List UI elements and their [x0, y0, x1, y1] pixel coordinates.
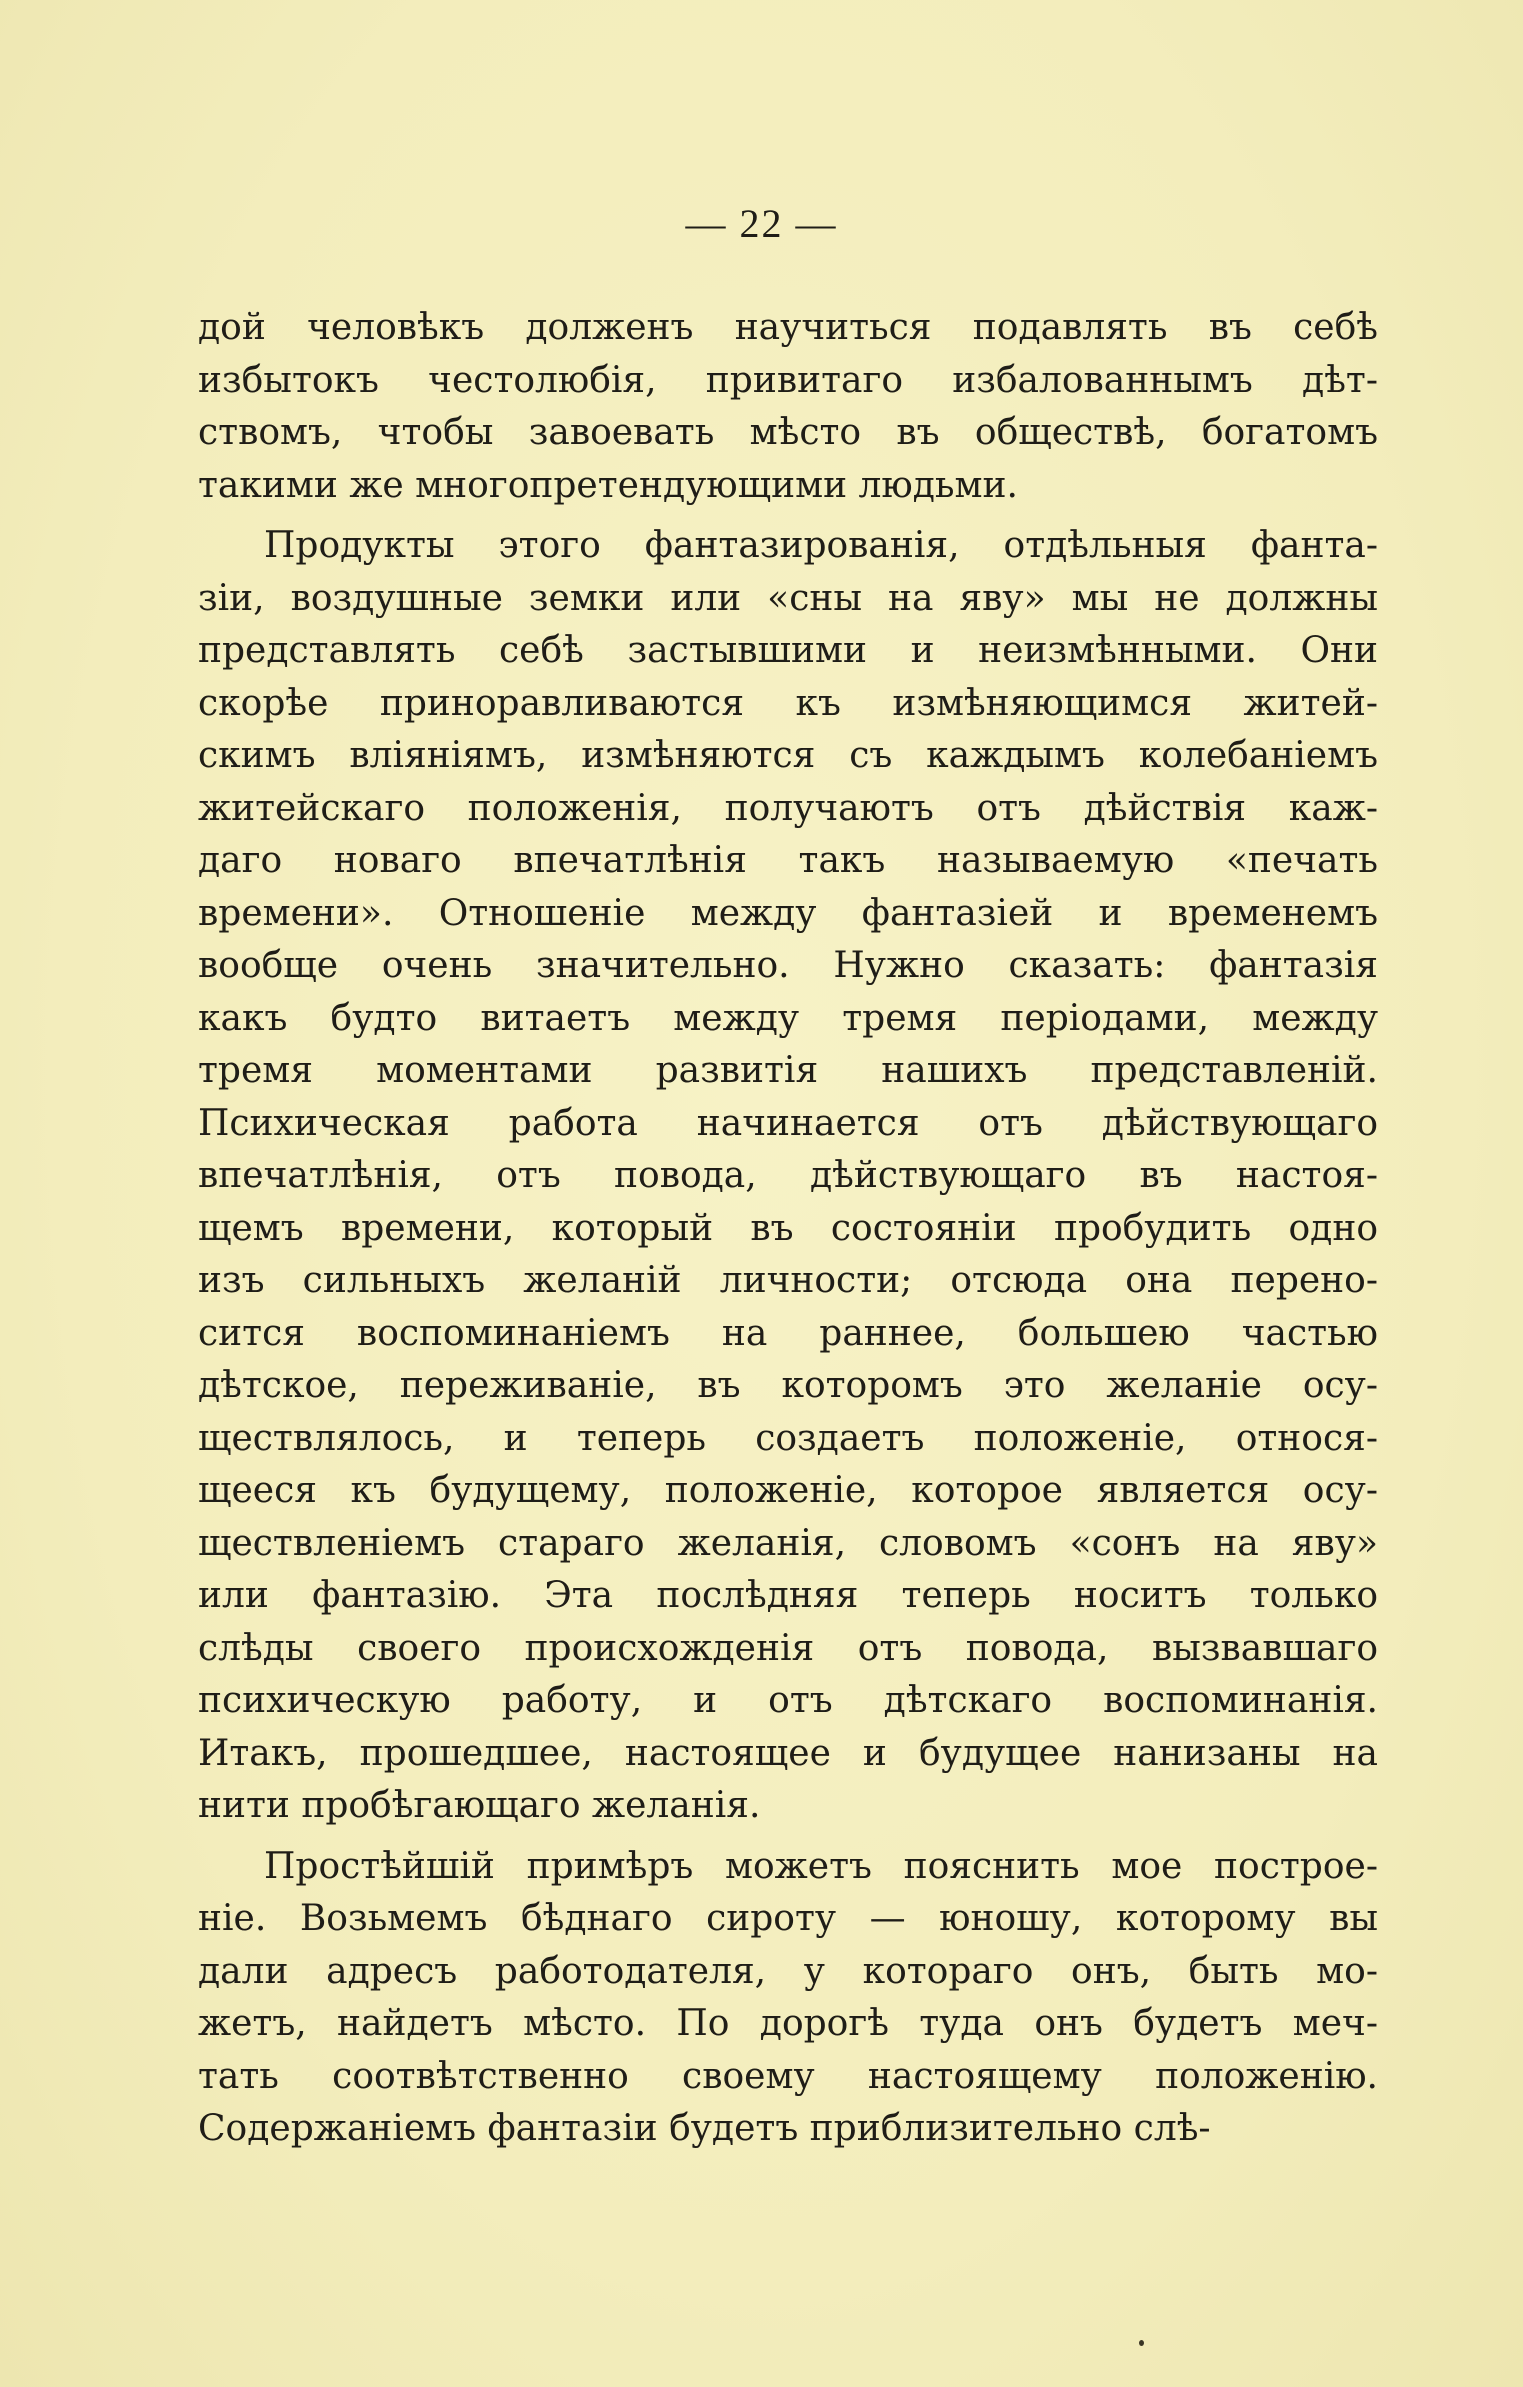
text-line: щемъ времени, который въ состояніи пробудить одно [198, 1207, 1378, 1249]
text-line: психическую работу, и отъ дѣтскаго воспоминанія. [198, 1680, 1378, 1721]
text-line: впечатлѣнія, отъ повода, дѣйствующаго въ настоя- [198, 1155, 1378, 1196]
text-line: Итакъ, прошедшее, настоящее и будущее нанизаны на [198, 1732, 1378, 1774]
text-line: изъ сильныхъ желаній личности; отсюда она перено- [198, 1260, 1378, 1301]
text-line: жетъ, найдетъ мѣсто. По дорогѣ туда онъ будетъ меч- [198, 2003, 1378, 2044]
body-text [198, 302, 1378, 2156]
text-line: ществленіемъ стараго желанія, словомъ «сонъ на яву» [198, 1522, 1378, 1564]
text-line: тремя моментами развитія нашихъ представленій. [198, 1050, 1378, 1091]
text-line: дѣтское, переживаніе, въ которомъ это желаніе осу- [198, 1365, 1378, 1406]
text-line: Психическая работа начинается отъ дѣйствующаго [198, 1102, 1378, 1144]
text-line: зіи, воздушные земки или «сны на яву» мы не должны [198, 577, 1378, 619]
paper-speck [1139, 2340, 1144, 2346]
text-line: или фантазію. Эта послѣдняя теперь носитъ только [198, 1575, 1378, 1616]
text-line: даго новаго впечатлѣнія такъ называемую «печать [198, 840, 1378, 881]
text-line: Содержаніемъ фантазіи будетъ приблизительно слѣ- [198, 2108, 1211, 2149]
text-line: сится воспоминаніемъ на раннее, большею частью [198, 1312, 1378, 1354]
text-line: представлять себѣ застывшими и неизмѣнными. Они [198, 630, 1378, 671]
text-line: дали адресъ работодателя, у котораго онъ, быть мо- [198, 1950, 1378, 1992]
text-line: скимъ вліяніямъ, измѣняются съ каждымъ колебаніемъ [198, 735, 1378, 776]
text-line: скорѣе приноравливаются къ измѣняющимся житей- [198, 682, 1378, 724]
text-line: тать соотвѣтственно своему настоящему положенію. [198, 2055, 1378, 2097]
text-line: какъ будто витаетъ между тремя періодами, между [198, 997, 1378, 1039]
text-line: времени». Отношеніе между фантазіей и временемъ [198, 892, 1378, 934]
text-line: ствомъ, чтобы завоевать мѣсто въ обществѣ, богатомъ [198, 412, 1378, 453]
text-line: дой человѣкъ долженъ научиться подавлять въ себѣ [198, 307, 1378, 348]
text-line: житейскаго положенія, получаютъ отъ дѣйствія каж- [198, 787, 1378, 829]
text-line: ществлялось, и теперь создаетъ положеніе, относя- [198, 1417, 1378, 1459]
paragraph [198, 520, 1378, 1833]
text-line: Простѣйшій примѣръ можетъ пояснить мое построе- [264, 1845, 1378, 1887]
page-number: — 22 — [685, 201, 838, 246]
text-line: щееся къ будущему, положеніе, которое является осу- [198, 1470, 1378, 1511]
text-line: такими же многопретендующими людьми. [198, 464, 1018, 506]
text-line: нити пробѣгающаго желанія. [198, 1785, 761, 1826]
paragraph [198, 1841, 1378, 2156]
text-line: избытокъ честолюбія, привитаго избалованнымъ дѣт- [198, 359, 1378, 401]
text-line: слѣды своего происхожденія отъ повода, вызвавшаго [198, 1627, 1378, 1669]
text-line: ніе. Возьмемъ бѣднаго сироту — юношу, которому вы [198, 1898, 1378, 1939]
paragraph [198, 302, 1378, 512]
text-line: вообще очень значительно. Нужно сказать: фантазія [198, 945, 1378, 986]
text-line: Продукты этого фантазированія, отдѣльныя фанта- [264, 525, 1378, 566]
